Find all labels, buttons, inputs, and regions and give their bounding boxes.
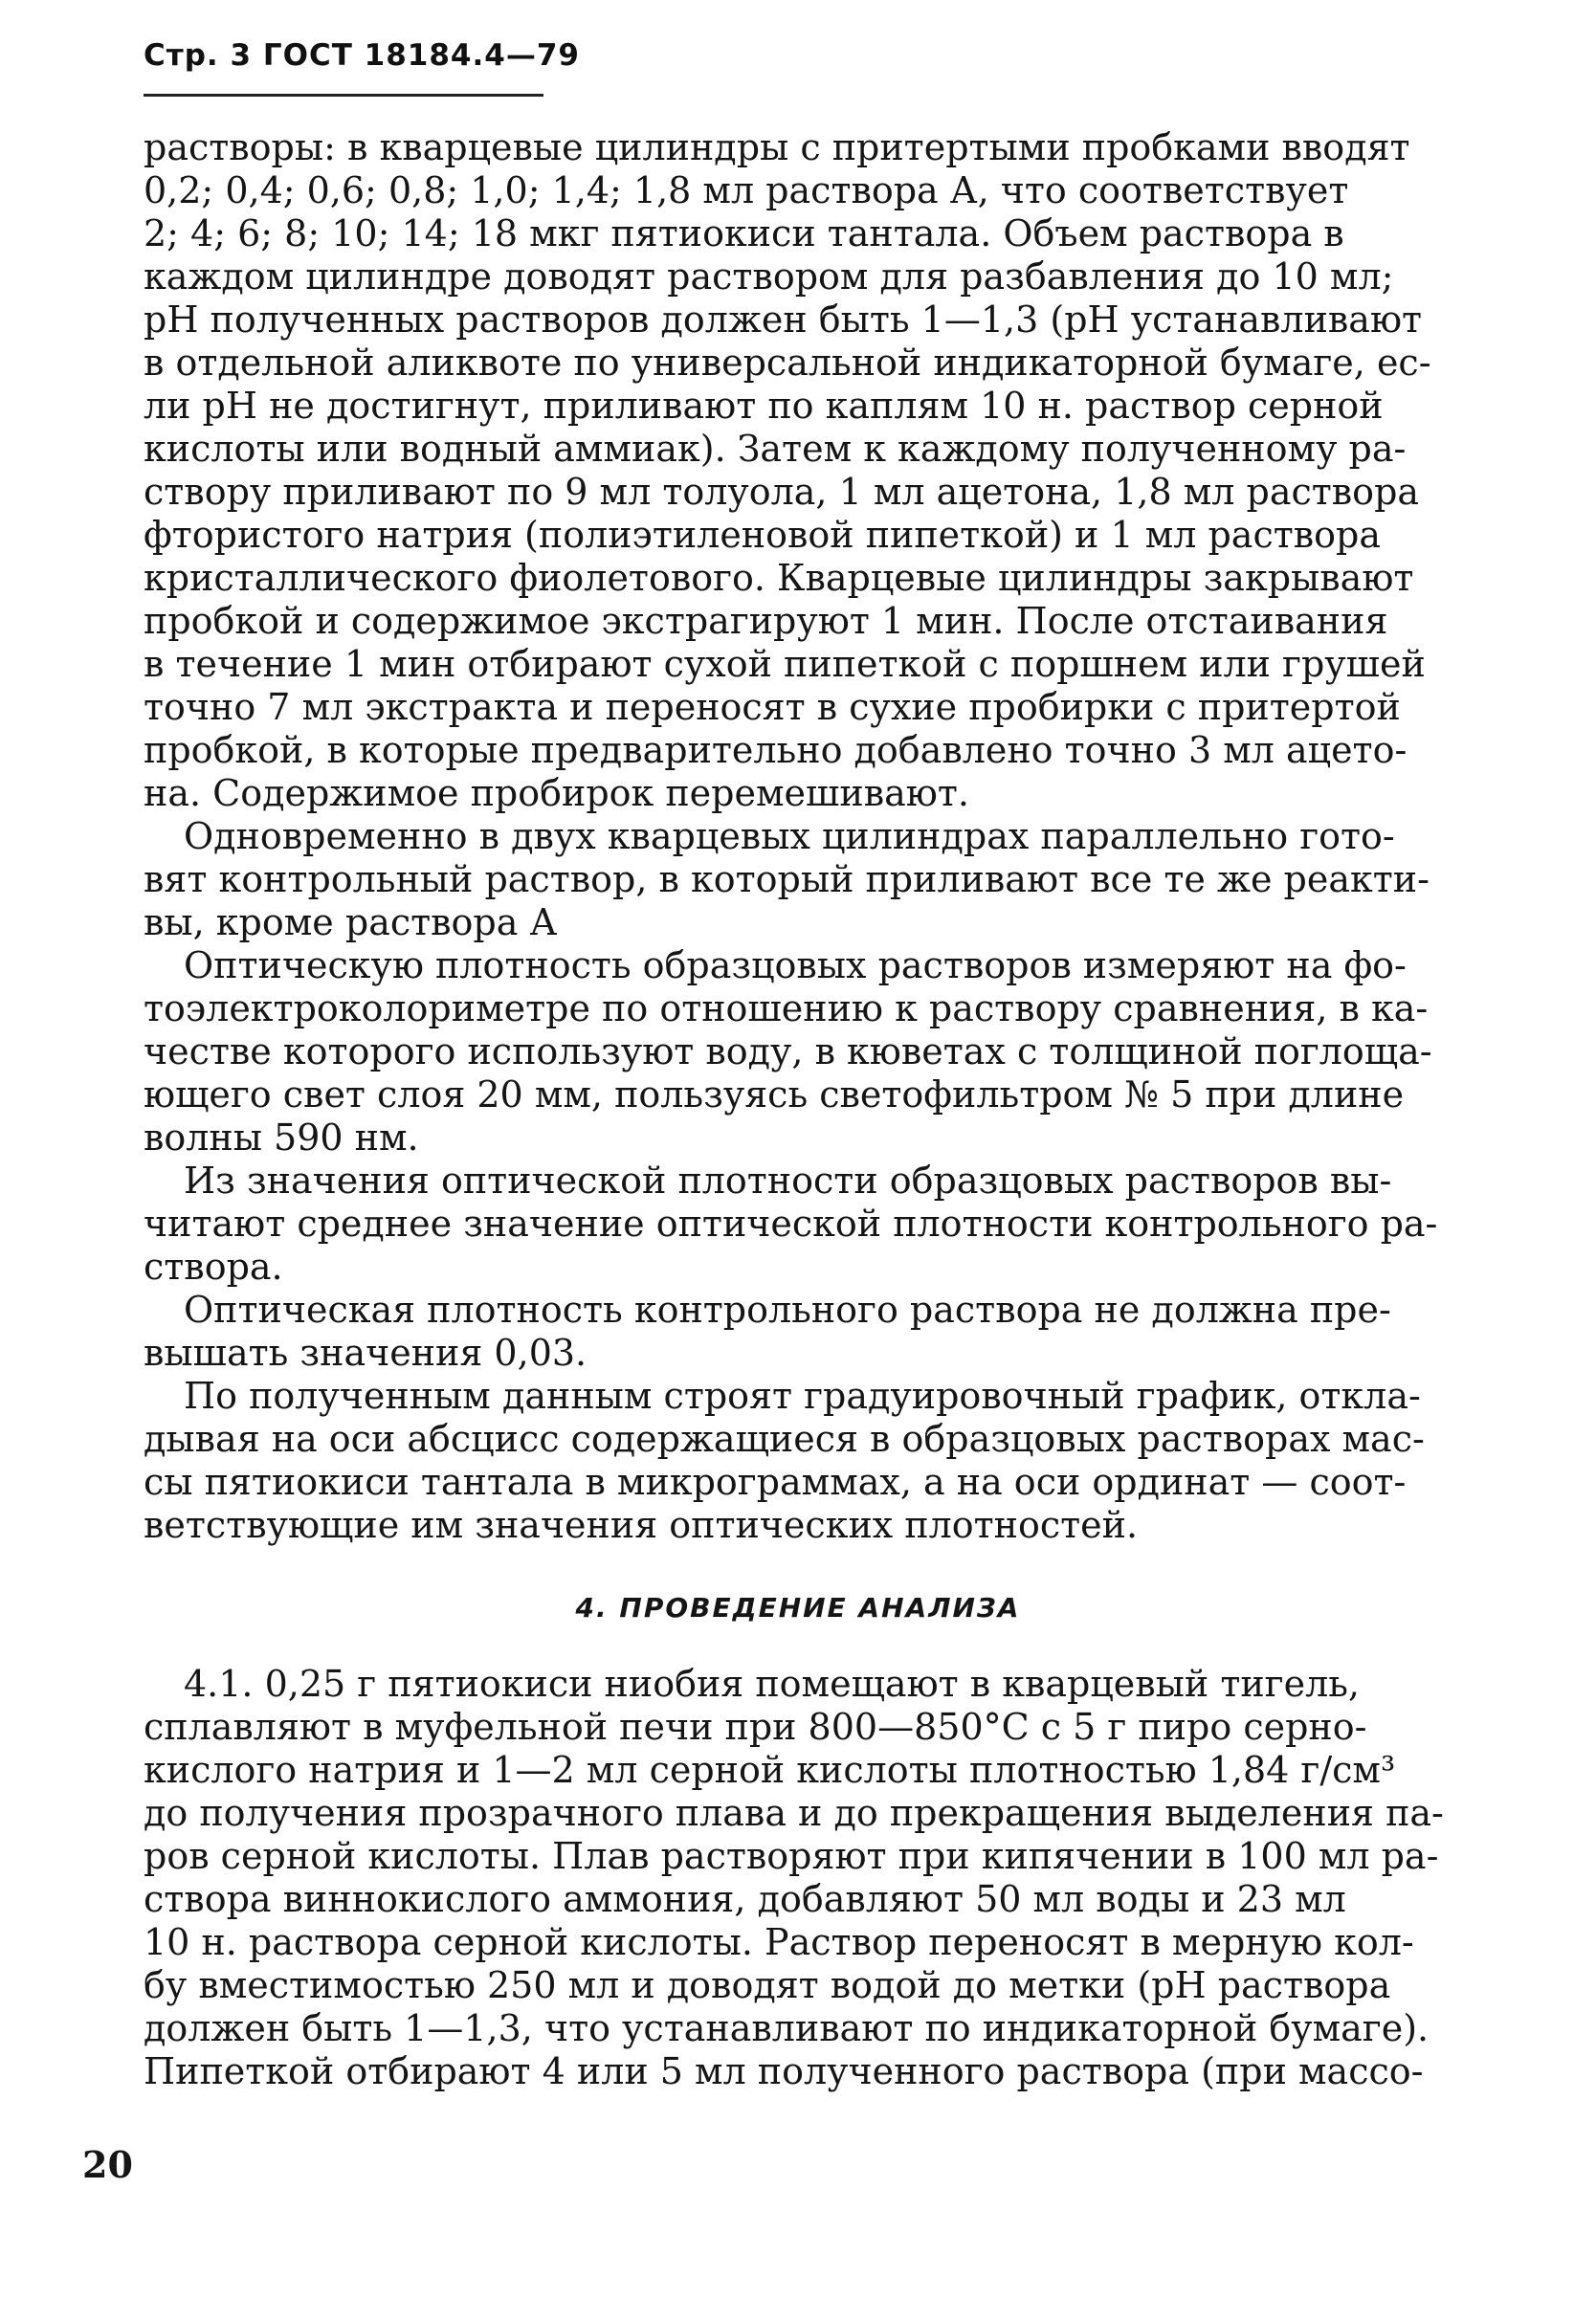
text-line: дывая на оси абсцисс содержащиеся в образцовых растворах мас- [144,1418,1425,1460]
text-line: сплавляют в муфельной печи при 800—850°С с 5 г пиро серно- [144,1706,1367,1748]
paragraph-4 [144,1160,1472,1289]
text-line: 4.1. 0,25 г пятиокиси ниобия помещают в кварцевый тигель, [184,1663,1360,1705]
paragraph-6 [144,1375,1472,1547]
text-line: в отдельной аликвоте по универсальной индикаторной бумаге, ес- [144,342,1431,384]
text-line: Пипеткой отбирают 4 или 5 мл полученного раствора (при массо- [144,2050,1424,2092]
text-line: волны 590 нм. [144,1116,419,1159]
text-line: По полученным данным строят градуировочный график, откла- [184,1375,1421,1417]
text-line: до получения прозрачного плава и до прекращения выделения па- [144,1792,1444,1834]
text-line: кристаллического фиолетового. Кварцевые цилиндры закрывают [144,557,1414,599]
text-line: 2; 4; 6; 8; 10; 14; 18 мкг пятиокиси тантала. Объем раствора в [144,212,1344,254]
text-line: сы пятиокиси тантала в микрограммах, а на оси ординат — соот- [144,1461,1407,1503]
text-line: 10 н. раствора серной кислоты. Раствор переносят в мерную кол- [144,1921,1414,1963]
text-line: точно 7 мл экстракта и переносят в сухие пробирки с притертой [144,686,1401,728]
text-line: бу вместимостью 250 мл и доводят водой до метки (pH раствора [144,1964,1391,2006]
text-line: вы, кроме раствора А [144,901,558,943]
paragraph-3 [144,944,1472,1160]
text-line: створа виннокислого аммония, добавляют 50 мл воды и 23 мл [144,1878,1346,1920]
text-line: створа. [144,1246,283,1288]
text-line: кислоты или водный аммиак). Затем к каждому полученному ра- [144,428,1407,470]
text-line: pH полученных растворов должен быть 1—1,3 (pH устанавливают [144,298,1423,341]
text-line: ветствующие им значения оптических плотностей. [144,1504,1139,1546]
text-line: кислого натрия и 1—2 мл серной кислоты плотностью 1,84 г/см³ [144,1749,1396,1791]
text-line: фтористого натрия (полиэтиленовой пипеткой) и 1 мл раствора [144,514,1382,556]
paragraph-5 [144,1289,1472,1375]
text-line: Из значения оптической плотности образцовых растворов вы- [184,1160,1392,1202]
text-line: створу приливают по 9 мл толуола, 1 мл ацетона, 1,8 мл раствора [144,471,1420,513]
text-line: Оптическая плотность контрольного раствора не должна пре- [184,1289,1391,1331]
text-line: Одновременно в двух кварцевых цилиндрах параллельно гото- [184,815,1395,857]
text-line: ли pH не достигнут, приливают по каплям 10 н. раствор серной [144,385,1384,427]
header-rule [144,94,543,97]
text-line: честве которого используют воду, в кюветах с толщиной поглоща- [144,1030,1432,1072]
text-line: должен быть 1—1,3, что устанавливают по индикаторной бумаге). [144,2007,1430,2049]
text-line: пробкой и содержимое экстрагируют 1 мин. После отстаивания [144,600,1388,642]
text-line: 0,2; 0,4; 0,6; 0,8; 1,0; 1,4; 1,8 мл раствора А, что соответствует [144,169,1349,211]
text-line: на. Содержимое пробирок перемешивают. [144,772,969,814]
text-line: вят контрольный раствор, в который приливают все те же реакти- [144,858,1430,900]
paragraph-4-1 [144,1663,1472,2093]
text-line: каждом цилиндре доводят раствором для разбавления до 10 мл; [144,255,1394,298]
text-line: ющего свет слоя 20 мм, пользуясь светофильтром № 5 при длине [144,1073,1405,1116]
text-line: читают среднее значение оптической плотности контрольного ра- [144,1203,1438,1245]
running-header: Стр. 3 ГОСТ 18184.4—79 [144,38,580,73]
text-line: ров серной кислоты. Плав растворяют при кипячении в 100 мл ра- [144,1835,1439,1877]
text-line: Оптическую плотность образцовых растворов измеряют на фо- [184,944,1407,986]
page-number: 20 [82,2143,133,2186]
paragraph-1 [144,126,1472,815]
section-heading: 4. ПРОВЕДЕНИЕ АНАЛИЗА [575,1592,1021,1624]
text-line: тоэлектроколориметре по отношению к раствору сравнения, в ка- [144,987,1429,1029]
text-line: в течение 1 мин отбирают сухой пипеткой с поршнем или грушей [144,643,1426,685]
text-line: вышать значения 0,03. [144,1332,587,1374]
text-line: пробкой, в которые предварительно добавлено точно 3 мл ацето- [144,729,1408,771]
text-line: растворы: в кварцевые цилиндры с притертыми пробками вводят [144,126,1410,168]
paragraph-2 [144,815,1472,944]
